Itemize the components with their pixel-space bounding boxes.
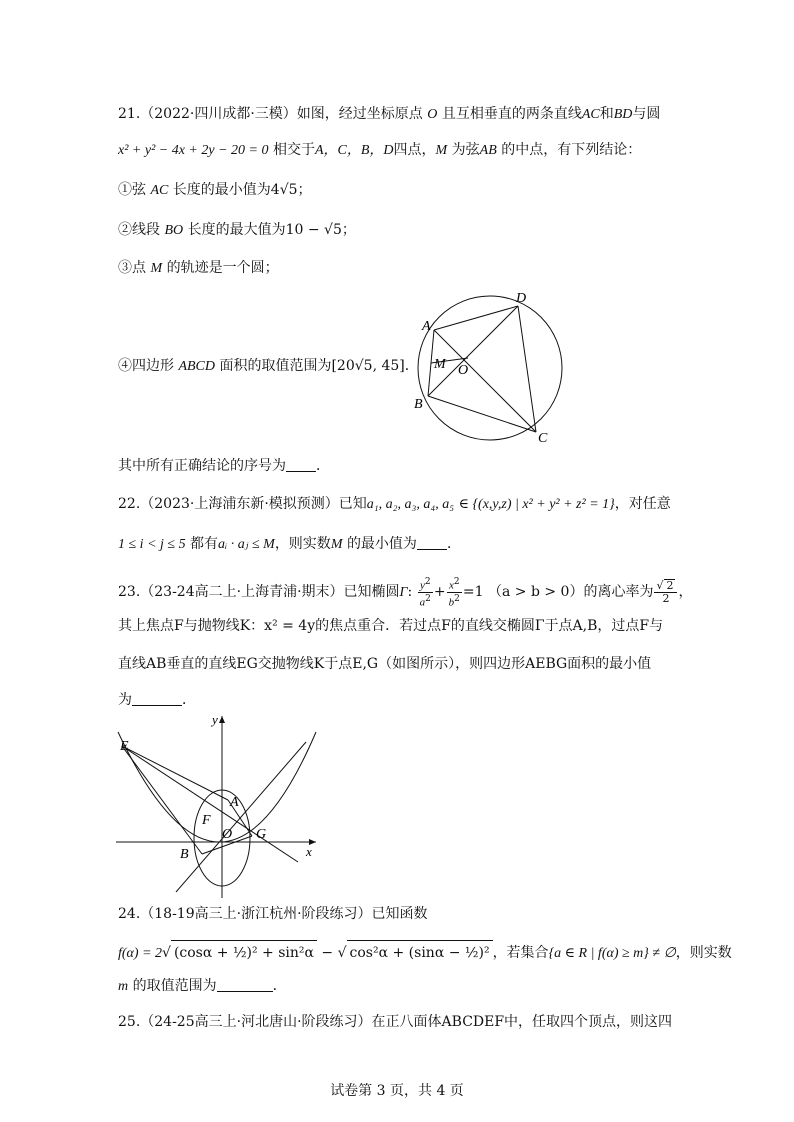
q21-answer-blank[interactable] bbox=[286, 457, 316, 472]
q21-text: 为弦 bbox=[451, 142, 480, 158]
q21-question bbox=[118, 456, 330, 476]
q21-m: M bbox=[150, 261, 163, 276]
q24-m: m bbox=[118, 979, 129, 994]
q21-ac: AC bbox=[581, 107, 600, 122]
fig23-label-f: F bbox=[202, 813, 211, 828]
fig21-label-m: M bbox=[434, 357, 446, 372]
q21-conclusion-1 bbox=[118, 180, 312, 201]
q21-text: 的中点，有下列结论： bbox=[501, 142, 642, 158]
q23-text: 的离心率为 bbox=[583, 584, 654, 601]
q25-source: （24-25高三上·河北唐山·阶段练习） bbox=[140, 1014, 372, 1030]
q22-text: 的最小值为 bbox=[346, 536, 417, 552]
q23-text: ， bbox=[678, 584, 693, 601]
q21-text: ④四边形 bbox=[118, 358, 174, 374]
q24-minus: − bbox=[321, 945, 334, 961]
q21-conclusion-2 bbox=[118, 220, 356, 241]
q23-line2: 其上焦点F与抛物线K：x² = 4y的焦点重合．若过点F的直线交椭圆Γ于点A,B，过点F与 bbox=[118, 618, 664, 634]
q23-figure bbox=[116, 712, 322, 898]
q21-line2 bbox=[118, 140, 641, 161]
q21-text: 相交于 bbox=[272, 142, 315, 158]
fig23-label-g: G bbox=[256, 827, 267, 842]
page-footer: 试卷第 3 页，共 4 页 bbox=[330, 1083, 464, 1099]
fig23-label-o: O bbox=[222, 827, 233, 842]
fig23-label-e: E bbox=[120, 739, 129, 754]
q24-answer-blank[interactable] bbox=[217, 977, 273, 992]
q21-circle-figure bbox=[410, 286, 570, 446]
q21-text: 且互相垂直的两条直线 bbox=[441, 106, 582, 122]
q21-text: ． bbox=[404, 358, 419, 374]
q24-source: （18-19高三上·浙江杭州·阶段练习） bbox=[140, 906, 372, 922]
fig21-label-b: B bbox=[414, 397, 423, 412]
q23-frac-y: $\frac{y^2}{a^2}$ bbox=[419, 577, 431, 609]
q21-ab: AB bbox=[479, 143, 497, 158]
q24-text: 的取值范围为 bbox=[132, 978, 217, 994]
q21-equation: x² + y² − 4x + 2y − 20 = 0 bbox=[118, 143, 269, 158]
q24-text: ，则实数 bbox=[675, 945, 732, 961]
fig21-label-a: A bbox=[422, 319, 431, 334]
q21-text: 面积的取值范围为 bbox=[219, 358, 332, 374]
q24-text: 已知函数 bbox=[371, 906, 428, 922]
q23-gamma: Γ bbox=[399, 585, 408, 601]
q21-number: 21. bbox=[118, 106, 141, 122]
q22-number: 22. bbox=[118, 496, 141, 512]
q21-text: 如图，经过坐标原点 bbox=[296, 106, 423, 122]
q21-abcd: ABCD bbox=[178, 359, 216, 374]
q23-cond: （a > b > 0） bbox=[487, 584, 584, 601]
q21-conclusion-4 bbox=[118, 356, 419, 377]
q21-c2-value: 10 − √5 bbox=[285, 222, 342, 238]
q21-ac: AC bbox=[150, 183, 169, 198]
q25-text: 在正八面体ABCDEF中，任取四个顶点，则这四 bbox=[371, 1014, 673, 1030]
q21-text: ； bbox=[297, 182, 312, 198]
q21-text: ． bbox=[316, 458, 330, 474]
q22-text: ． bbox=[446, 536, 461, 552]
q21-m: M bbox=[435, 143, 448, 158]
fig23-label-a: A bbox=[230, 795, 239, 810]
q22-answer-blank[interactable] bbox=[417, 535, 447, 550]
fig23-label-b: B bbox=[180, 847, 189, 862]
q23-text: ． bbox=[182, 692, 196, 708]
q24-term2: cos²α + (sinα − ½)² bbox=[347, 940, 493, 963]
q22-cond: 1 ≤ i < j ≤ 5 bbox=[118, 537, 186, 552]
q22-text: ，对任意 bbox=[614, 496, 671, 512]
q25-line1 bbox=[118, 1012, 672, 1032]
q23-frac-x: $\frac{x^2}{b^2}$ bbox=[448, 577, 460, 609]
q21-text: 和 bbox=[599, 106, 614, 122]
q23-text: 为 bbox=[118, 692, 132, 708]
q23-answer-blank[interactable] bbox=[132, 691, 182, 706]
q21-c1-value: 4√5 bbox=[270, 182, 298, 198]
q21-text: 长度的最小值为 bbox=[172, 182, 271, 198]
q21-text: ②线段 bbox=[118, 222, 160, 238]
q21-line1 bbox=[118, 104, 660, 125]
q24-number: 24. bbox=[118, 906, 141, 922]
q22-m: M bbox=[330, 537, 343, 552]
q21-text: ③点 bbox=[118, 260, 146, 276]
q24-line1 bbox=[118, 904, 428, 924]
q24-term1: (cosα + ½)² + sin²α bbox=[171, 940, 317, 963]
q21-text: 长度的最大值为 bbox=[187, 222, 286, 238]
q23-line4 bbox=[118, 690, 196, 710]
q23-eccentricity: $\frac{√ 2}{2}$ bbox=[654, 579, 677, 605]
q24-set: {a ∈ R | f(α) ≥ m} ≠ ∅ bbox=[548, 946, 676, 961]
q24-text: ． bbox=[272, 978, 287, 994]
q23-number: 23. bbox=[118, 584, 141, 601]
fig23-axis-x: x bbox=[306, 844, 312, 859]
q21-text: ； bbox=[341, 222, 356, 238]
q22-vectors: a₁, a₂, a₃, a₄, a₅ bbox=[366, 497, 455, 512]
fig21-label-o: O bbox=[458, 363, 469, 378]
q23-text: 已知椭圆 bbox=[343, 584, 400, 601]
q22-set: ∈ {(x,y,z) | x² + y² + z² = 1} bbox=[458, 497, 615, 512]
fig21-label-d: D bbox=[516, 291, 527, 306]
q21-text: ①弦 bbox=[118, 182, 146, 198]
q21-text: 的轨迹是一个圆； bbox=[166, 260, 279, 276]
q23-line3: 直线AB垂直的直线EG交抛物线K于点E,G（如图所示），则四边形AEBG面积的最小值 bbox=[118, 656, 652, 672]
q24-line3 bbox=[118, 976, 287, 997]
q21-o: O bbox=[427, 107, 438, 122]
q23-source: （23-24高二上·上海青浦·期末） bbox=[140, 584, 344, 601]
q22-text: ，则实数 bbox=[274, 536, 331, 552]
q22-text: 都有 bbox=[190, 536, 219, 552]
q25-number: 25. bbox=[118, 1014, 141, 1030]
q24-text: ，若集合 bbox=[492, 945, 549, 961]
q21-points: A，C，B，D bbox=[314, 143, 394, 158]
q22-line2 bbox=[118, 534, 461, 555]
fig21-label-c: C bbox=[538, 431, 548, 446]
q21-text: 与圆 bbox=[632, 106, 661, 122]
q24-fa: f(α) = 2 bbox=[118, 946, 163, 961]
q22-line1 bbox=[118, 494, 671, 515]
fig23-axis-y: y bbox=[212, 712, 218, 727]
q24-line2: f(α) = 2√ (cosα + ½)² + sin²α − √ cos²α + (sinα − ½)² ，若集合{a ∈ R | f(α) ≥ m} ≠ ∅，则实数 bbox=[118, 940, 732, 964]
q21-source: （2022·四川成都·三模） bbox=[140, 106, 297, 122]
q21-bo: BO bbox=[164, 223, 184, 238]
q22-source: （2023·上海浦东新·模拟预测） bbox=[140, 496, 339, 512]
q22-ineq: aᵢ · aⱼ ≤ M bbox=[218, 537, 275, 552]
q21-conclusion-3 bbox=[118, 258, 279, 279]
q23-line1: 23.（23-24高二上·上海青浦·期末）已知椭圆Γ: $\frac{y^2}{a^2}$ + $\frac{x^2}{b^2}$ =1 （a > b > 0）的离心率为 $\frac{√ 2}{2}$ ， bbox=[118, 577, 693, 609]
q21-bd: BD bbox=[613, 107, 633, 122]
q22-text: 已知 bbox=[338, 496, 367, 512]
q21-c4-value: [20√5, 45] bbox=[331, 358, 405, 374]
q21-text: 四点， bbox=[393, 142, 436, 158]
q21-text: 其中所有正确结论的序号为 bbox=[118, 458, 286, 474]
